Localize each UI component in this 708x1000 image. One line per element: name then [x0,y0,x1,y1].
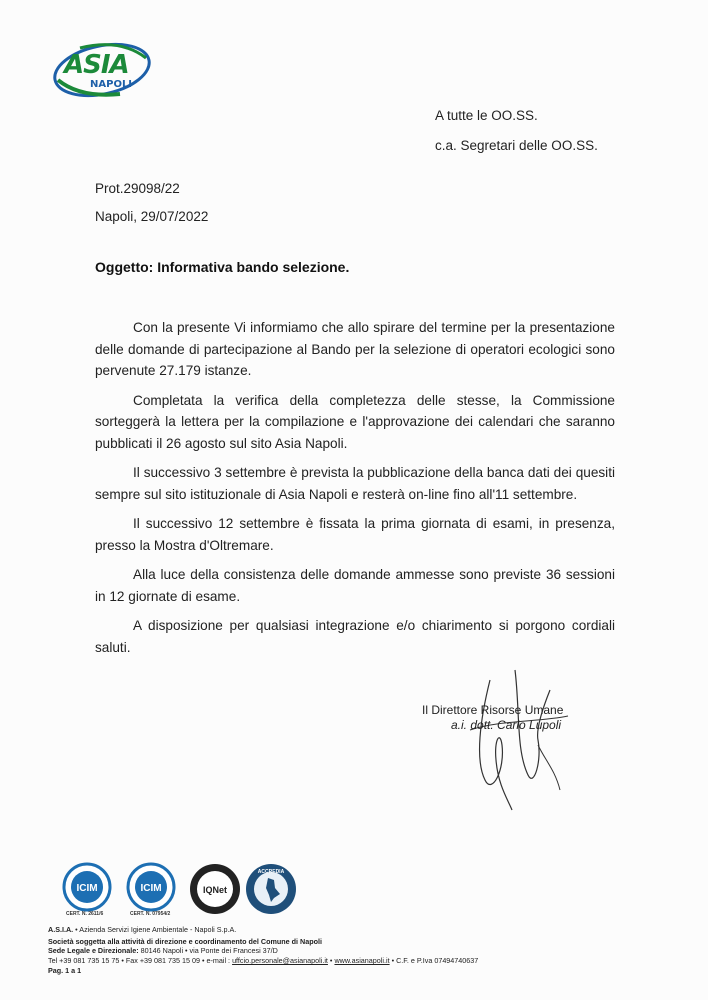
body-paragraph: Completata la verifica della completezza delle stesse, la Commissione sorteggerà la lettera per la compilazione e l'approvazione dei calendari che saranno pubblicati il 26 agosto sul sito Asia Napoli. [95,392,615,451]
body-paragraph: Il successivo 12 settembre è fissata la prima giornata di esami, in presenza, presso la Mostra d'Oltremare. [95,516,615,553]
badge-label: ICIM [140,883,162,894]
footer-contact-line: Tel +39 081 735 15 75 • Fax +39 081 735 15 09 • e-mail : uffcio.personale@asianapoli.it • www.asianapoli.it • C.F. e P.Iva 07494740637 [48,956,479,965]
signatory-title: Il Direttore Risorse Umane [422,703,564,717]
handwritten-signature-icon [450,650,580,820]
body-paragraph: A disposizione per qualsiasi integrazione e/o chiarimento si porgono cordiali saluti. [95,618,615,655]
body-paragraph: Con la presente Vi informiamo che allo spirare del termine per la presentazione delle domande di partecipazione al Bando per la selezione di operatori ecologici sono pervenute 27.179 istanze. [95,320,615,378]
addressee-line: A tutte le OO.SS. [435,108,538,123]
footer-address-line: Sede Legale e Direzionale: 80146 Napoli • via Ponte dei Francesi 37/D [48,946,278,955]
badge-label: ICIM [76,883,98,894]
footer-company-line: A.S.I.A. • Azienda Servizi Igiene Ambientale - Napoli S.p.A. [48,925,237,934]
badge-label: ACCREDIA [257,869,285,875]
page-number: Pag. 1 a 1 [48,966,82,975]
iqnet-badge-icon [188,862,242,916]
protocol-number: Prot.29098/22 [95,181,180,196]
certificate-number: CERT. N. 2611/6 [66,911,104,917]
badge-label: IQNet [202,885,228,895]
body-paragraph: Il successivo 3 settembre è prevista la pubblicazione della banca dati dei quesiti sempre sul sito istituzionale di Asia Napoli e resterà on-line fino all'11 settembre. [95,465,615,502]
letter-subject: Oggetto: Informativa bando selezione. [95,259,350,275]
body-paragraph: Alla luce della consistenza delle domande ammesse sono previste 36 sessioni in 12 giornate di esame. [95,567,615,604]
footer-direction-line: Società soggetta alla attività di direzione e coordinamento del Comune di Napoli [48,937,322,946]
certificate-number: CERT. N. 07954/2 [130,911,171,917]
logo-word: ASIA [64,50,129,80]
email-link[interactable]: uffcio.personale@asianapoli.it [232,956,328,965]
letter-body [95,317,615,666]
logo-subtitle: NAPOLI [90,79,133,90]
icim-badge-icon [58,862,116,912]
accredia-badge-icon [244,862,298,916]
asia-napoli-logo [50,36,154,106]
icim-badge-icon [122,862,180,912]
signatory-name: a.i. dott. Carlo Lupoli [451,718,562,732]
addressee-line: c.a. Segretari delle OO.SS. [435,138,598,153]
letter-date: Napoli, 29/07/2022 [95,209,209,224]
website-link[interactable]: www.asianapoli.it [334,956,390,965]
